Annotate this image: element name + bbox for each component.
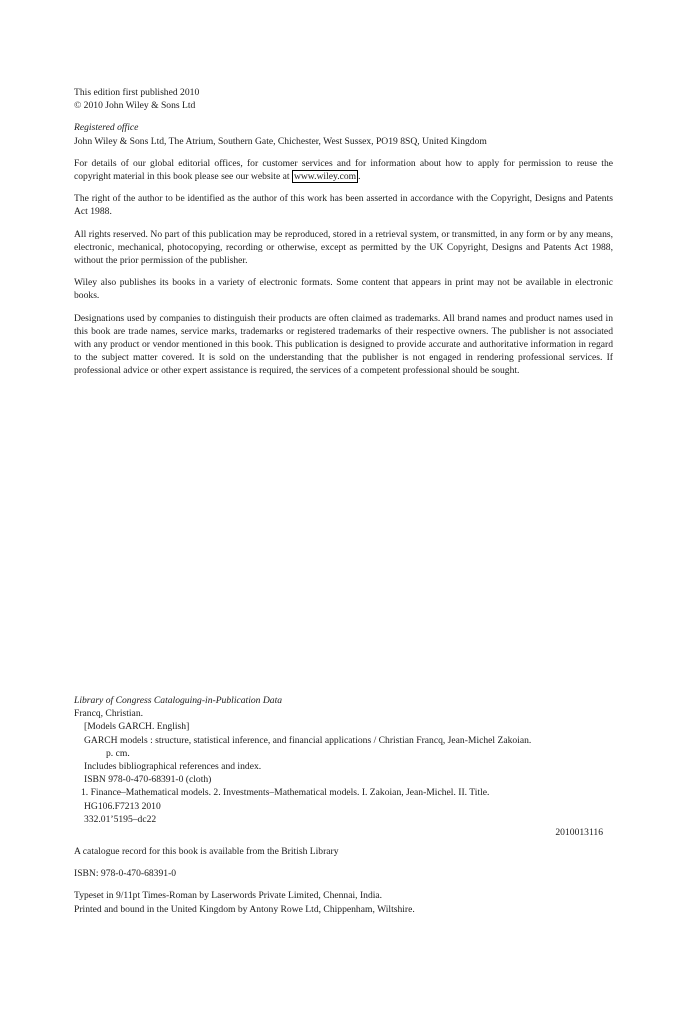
cip-heading: Library of Congress Cataloguing-in-Publication Data [74,695,283,706]
cip-bibliography: Includes bibliographical references and index. [84,761,262,773]
cip-ddc: 332.01’5195–dc22 [84,813,157,825]
editorial-offices-end: . [358,171,361,183]
cip-data-block [74,694,613,839]
cip-subjects: 1. Finance–Mathematical models. 2. Investments–Mathematical models. I. Zakoian, Jean-Michel. II. Title. [81,787,490,799]
website-link[interactable]: www.wiley.com [293,171,357,183]
typeset-line: Typeset in 9/11pt Times-Roman by Laserwords Private Limited, Chennai, India. [74,890,383,902]
closing-block [74,845,613,916]
cip-title: GARCH models : structure, statistical inference, and financial applications / Christian Francq, Jean-Michel Zakoian. [84,734,532,746]
cip-lcc: HG106.F7213 2010 [84,800,161,812]
author-rights-paragraph: The right of the author to be identified as the author of this work has been asserted in accordance with the Copyright, Designs and Patents Act 1988. [74,193,613,218]
registered-office-label: Registered office [74,122,139,134]
rights-reserved-paragraph: All rights reserved. No part of this publication may be reproduced, stored in a retrieval system, or transmitted, in any form or by any means, electronic, mechanical, photocopying, recording or otherwise, except as permitted by the UK Copyright, Designs and Patents Act 1988, without the prior permission of the publisher. [74,228,613,267]
isbn-line: ISBN: 978-0-470-68391-0 [74,868,177,880]
editorial-offices-text: For details of our global editorial offices, for customer services and for information about how to apply for permission to reuse the copyright material in this book please see our website at [74,157,613,183]
copyright-line: © 2010 John Wiley & Sons Ltd [74,100,196,112]
copyright-page-body [74,86,613,378]
cip-lccn: 2010013116 [555,827,603,839]
registered-office-address: John Wiley & Sons Ltd, The Atrium, Southern Gate, Chichester, West Sussex, PO19 8SQ, United Kingdom [74,135,487,147]
cip-pcm: p. cm. [106,747,130,759]
printed-line: Printed and bound in the United Kingdom by Antony Rowe Ltd, Chippenham, Wiltshire. [74,903,415,915]
editorial-offices-paragraph [74,157,613,183]
edition-line: This edition first published 2010 [74,87,200,98]
trademarks-paragraph: Designations used by companies to distinguish their products are often claimed as trademarks. All brand names and product names used in this book are trade names, service marks, trademarks or registered trademarks of their respective owners. The publisher is not associated with any product or vendor mentioned in this book. This publication is designed to provide accurate and authoritative information in regard to the subject matter covered. It is sold on the understanding that the publisher is not engaged in rendering professional services. If professional advice or other expert assistance is required, the services of a competent professional should be sought. [74,312,613,377]
cip-author: Francq, Christian. [74,708,144,720]
cip-uniform-title: [Models GARCH. English] [84,721,190,733]
electronic-formats-paragraph: Wiley also publishes its books in a variety of electronic formats. Some content that appears in print may not be available in electronic books. [74,277,613,302]
british-library-line: A catalogue record for this book is available from the British Library [74,846,339,857]
cip-isbn: ISBN 978-0-470-68391-0 (cloth) [84,774,212,786]
